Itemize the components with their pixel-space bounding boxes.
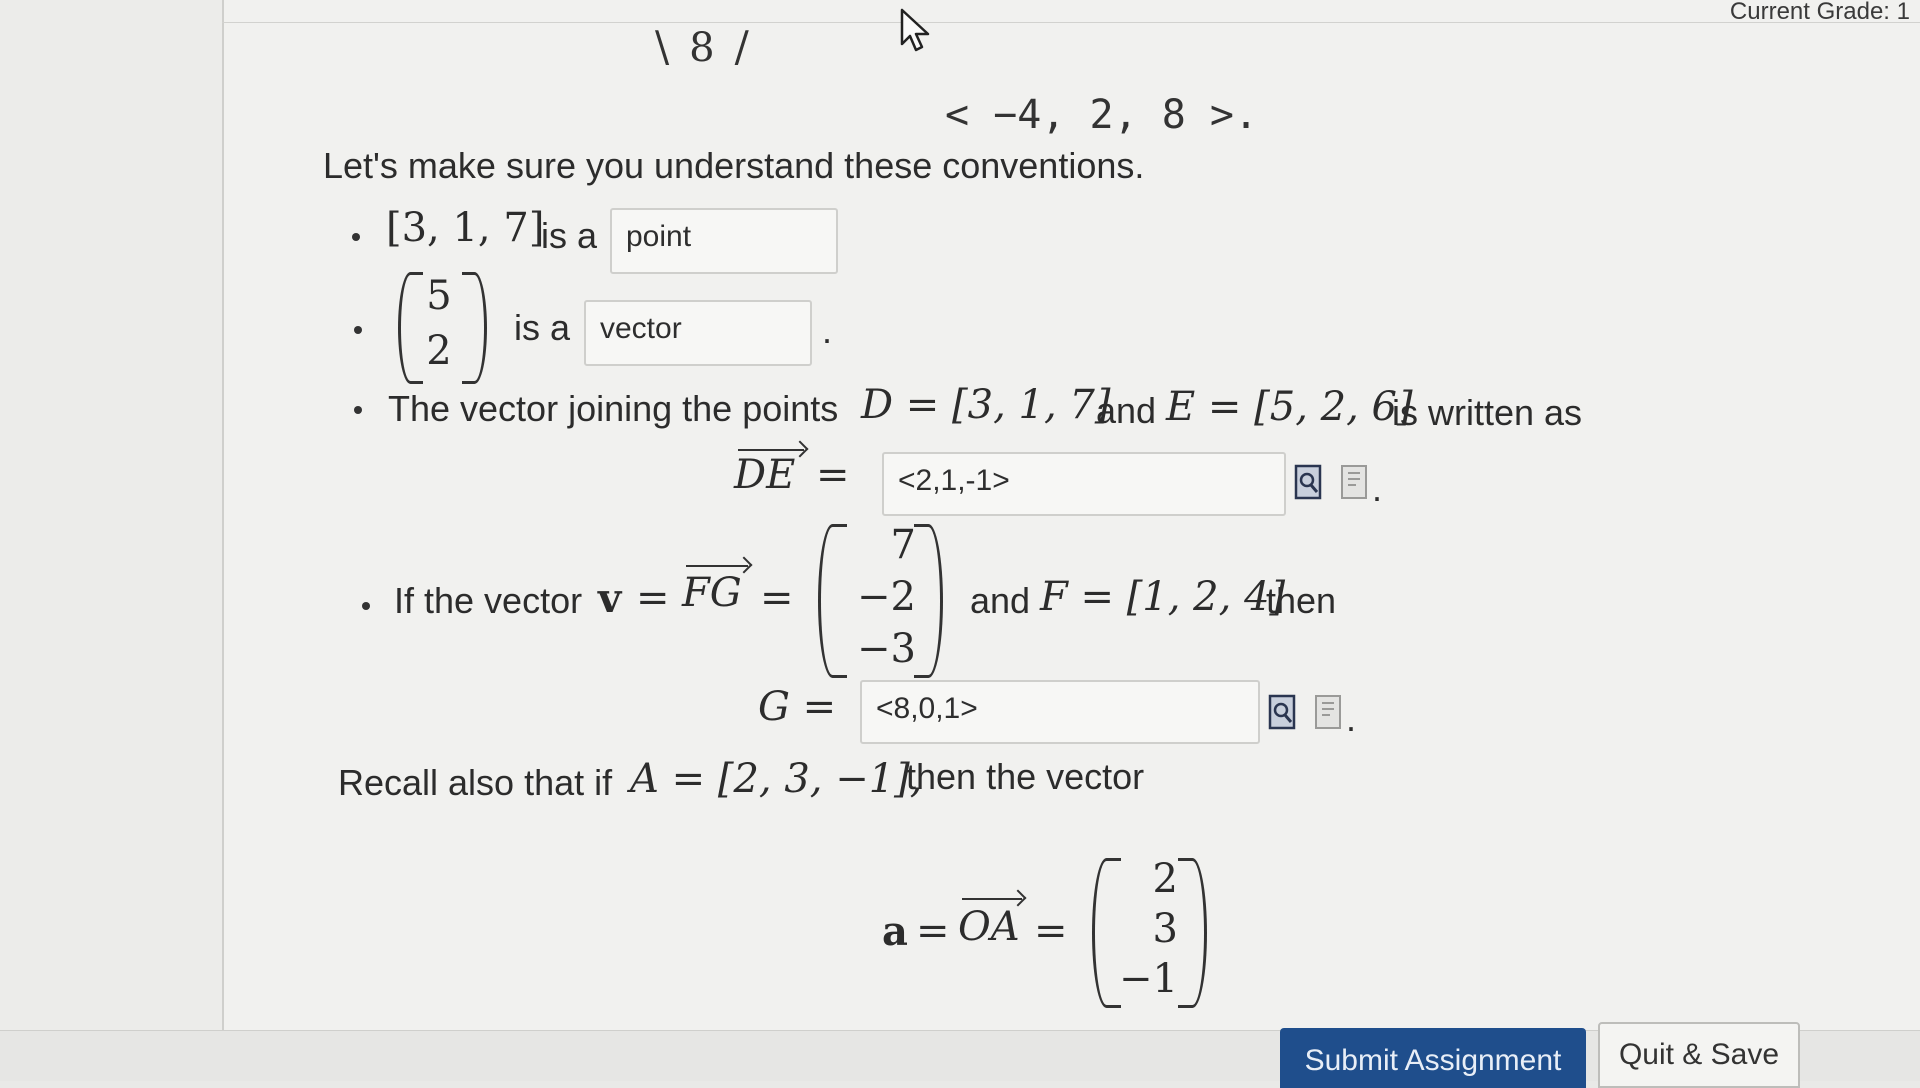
vector-oa: OA — [958, 904, 1020, 950]
preview-icon[interactable] — [1268, 694, 1298, 732]
answer-field-point[interactable]: point — [610, 208, 838, 274]
g-label: G = — [758, 684, 837, 730]
is-a-label: is a — [541, 215, 598, 256]
point-f: F = [1, 2, 4] — [1040, 574, 1286, 620]
bullet — [352, 233, 360, 241]
quit-and-save-button[interactable]: Quit & Save — [1598, 1022, 1800, 1088]
vector-fg: FG — [682, 570, 742, 616]
right-paren — [462, 272, 487, 384]
answer-field-de[interactable]: <2,1,-1> — [882, 452, 1286, 516]
is-a-label: is a — [514, 307, 571, 348]
recall-text-after: then the vector — [906, 756, 1145, 797]
column-vector-entry: 2 — [1152, 856, 1178, 902]
vector-a-symbol: a — [882, 908, 908, 955]
trailing-period: . — [1346, 698, 1357, 739]
answer-field-vector[interactable]: vector — [584, 300, 812, 366]
previous-vector-last-entry: 8 — [689, 25, 715, 71]
help-document-icon[interactable] — [1340, 464, 1370, 502]
previous-vector-angle-form: < −4, 2, 8 >. — [945, 92, 1259, 138]
column-vector-entry: 5 — [426, 273, 452, 319]
point-e: E = [5, 2, 6] — [1166, 384, 1413, 430]
then-label: then — [1266, 580, 1337, 621]
column-vector-entry: 3 — [1152, 906, 1178, 952]
column-vector-entry: −3 — [857, 626, 916, 672]
vector-arrow — [738, 449, 804, 451]
q4-text: If the vector — [394, 580, 583, 621]
top-divider — [222, 22, 1920, 23]
trailing-period: . — [1372, 468, 1383, 509]
mouse-pointer-icon — [900, 8, 934, 59]
bullet — [362, 602, 370, 610]
previous-vector-fragment: \ 8 / — [655, 22, 749, 71]
submit-assignment-button[interactable]: Submit Assignment — [1280, 1028, 1586, 1088]
help-document-icon[interactable] — [1314, 694, 1344, 732]
equals-sign: = — [636, 575, 670, 621]
equals-sign: = — [916, 908, 950, 954]
current-grade: Current Grade: 1 — [1729, 0, 1910, 25]
point-d: D = [3, 1, 7] — [861, 382, 1111, 428]
point-a: A = [2, 3, −1], — [630, 756, 923, 802]
right-paren — [914, 524, 943, 678]
vector-v-symbol: v — [598, 575, 622, 622]
and-label: and — [970, 580, 1031, 621]
right-paren — [1178, 858, 1207, 1008]
vector-arrow — [962, 898, 1022, 900]
recall-text: Recall also that if — [338, 762, 613, 803]
q3-text-after: is written as — [1392, 392, 1583, 433]
q3-text: The vector joining the points — [388, 388, 839, 429]
vector-arrow — [686, 565, 748, 567]
column-vector-entry: −1 — [1119, 956, 1178, 1002]
intro-text: Let's make sure you understand these conventions. — [323, 145, 1145, 186]
and-label: and — [1096, 390, 1157, 431]
equals-sign: = — [1034, 908, 1068, 954]
point-notation: [3, 1, 7] — [386, 205, 545, 251]
column-vector-entry: −2 — [857, 574, 916, 620]
left-sidebar — [0, 0, 224, 1080]
answer-field-g[interactable]: <8,0,1> — [860, 680, 1260, 744]
bullet — [354, 326, 362, 334]
column-vector-entry: 7 — [890, 522, 916, 568]
column-vector-entry: 2 — [426, 328, 452, 374]
equals-sign: = — [816, 452, 850, 498]
bullet — [354, 406, 362, 414]
preview-icon[interactable] — [1294, 464, 1324, 502]
vector-de: DE — [734, 452, 796, 498]
equals-sign: = — [760, 575, 794, 621]
trailing-period: . — [822, 310, 833, 351]
